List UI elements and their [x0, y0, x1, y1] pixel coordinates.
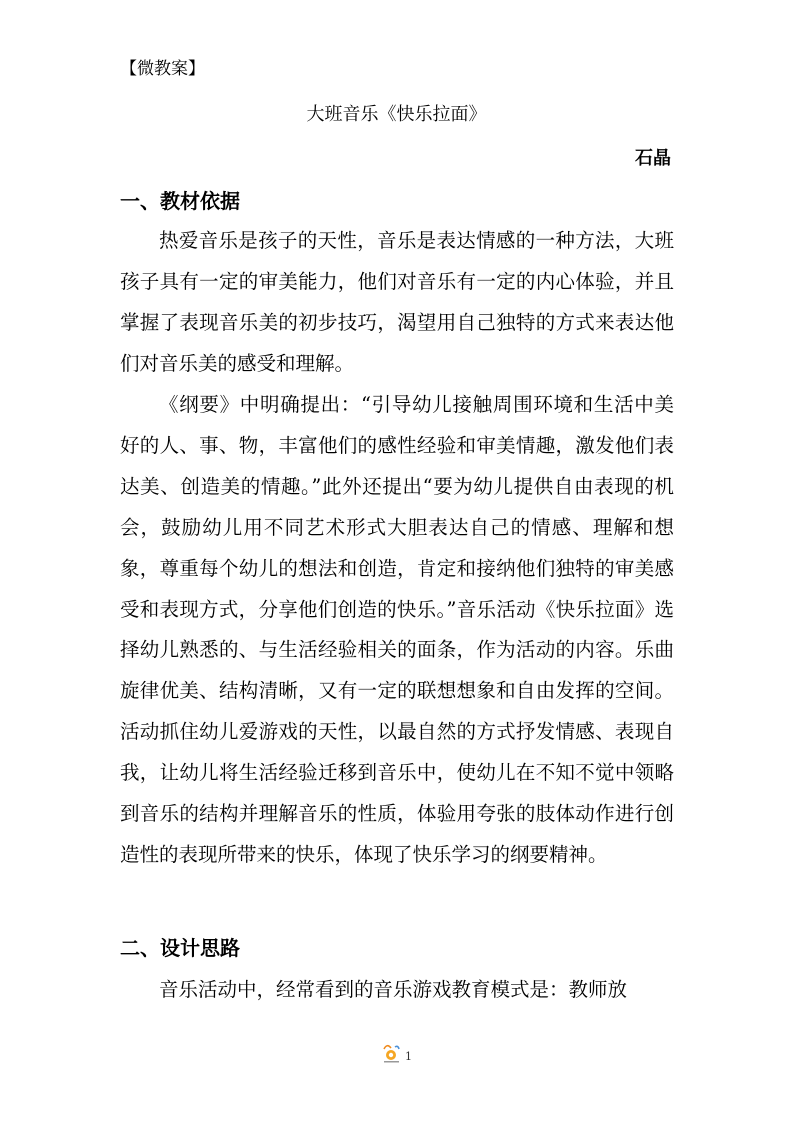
section-heading-1: 一、教材依据: [120, 189, 240, 213]
page-footer: [0, 1040, 793, 1064]
paragraph-3: 音乐活动中，经常看到的音乐游戏教育模式是：教师放: [159, 978, 628, 1001]
section-heading-2: 二、设计思路: [120, 936, 240, 960]
document-tag: 【微教案】: [120, 59, 205, 79]
paragraph-2: 《纲要》中明确提出：“引导幼儿接触周围环境和生活中美好的人、事、物，丰富他们的感性经验和审美情趣，激发他们表达美、创造美的情趣。”此外还提出“要为幼儿提供自由表现的机会，鼓励幼儿用不同艺术形式大胆表达自己的情感、理解和想象，尊重每个幼儿的想法和创造，肯定和接纳他们独特的审美感受和表现方式，分享他们创造的快乐。”音乐活动《快乐拉面》选择幼儿熟悉的、与生活经验相关的面条，作为活动的内容。乐曲旋律优美、结构清晰，又有一定的联想想象和自由发挥的空间。活动抓住幼儿爱游戏的天性，以最自然的方式抒发情感、表现自我，让幼儿将生活经验迁移到音乐中，使幼儿在不知不觉中领略到音乐的结构并理解音乐的性质，体验用夸张的肢体动作进行创造性的表现所带来的快乐，体现了快乐学习的纲要精神。: [120, 393, 674, 866]
author-name: 石晶: [635, 148, 671, 169]
page-number: 1: [405, 1050, 412, 1063]
paragraph-1: 热爱音乐是孩子的天性，音乐是表达情感的一种方法，大班孩子具有一定的审美能力，他们对音乐有一定的内心体验，并且掌握了表现音乐美的初步技巧，渴望用自己独特的方式来表达他们对音乐美的感受和理解。: [120, 229, 674, 375]
publisher-logo-icon: [381, 1040, 403, 1064]
document-title: 大班音乐《快乐拉面》: [306, 104, 487, 125]
